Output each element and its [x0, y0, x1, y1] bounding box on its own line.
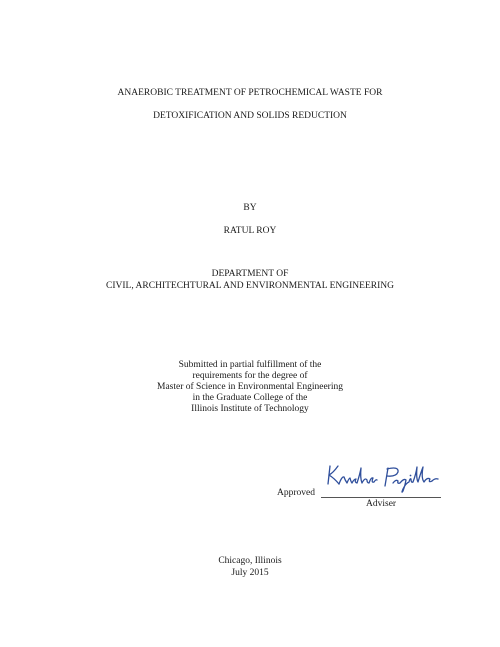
submission-line-4: in the Graduate College of the — [192, 393, 308, 403]
adviser-label: Adviser — [366, 499, 397, 509]
submission-line-5: Illinois Institute of Technology — [191, 404, 309, 414]
by-label: BY — [243, 203, 257, 213]
location-text: Chicago, Illinois — [218, 556, 282, 566]
author-name: RATUL ROY — [223, 226, 277, 236]
submission-line-2: requirements for the degree of — [192, 371, 308, 381]
adviser-signature — [320, 460, 450, 496]
signature-line — [321, 497, 441, 498]
approved-label: Approved — [277, 488, 315, 498]
submission-line-3: Master of Science in Environmental Engineering — [157, 382, 343, 392]
department-line-1: DEPARTMENT OF — [211, 269, 289, 279]
thesis-title-line-1: ANAEROBIC TREATMENT OF PETROCHEMICAL WASTE FOR — [117, 88, 383, 98]
thesis-title-line-2: DETOXIFICATION AND SOLIDS REDUCTION — [153, 111, 347, 121]
signature-dot — [410, 475, 412, 477]
department-line-2: CIVIL, ARCHITECHTURAL AND ENVIRONMENTAL ENGINEERING — [106, 281, 394, 291]
submission-line-1: Submitted in partial fulfillment of the — [178, 360, 322, 370]
date-text: July 2015 — [231, 568, 269, 578]
